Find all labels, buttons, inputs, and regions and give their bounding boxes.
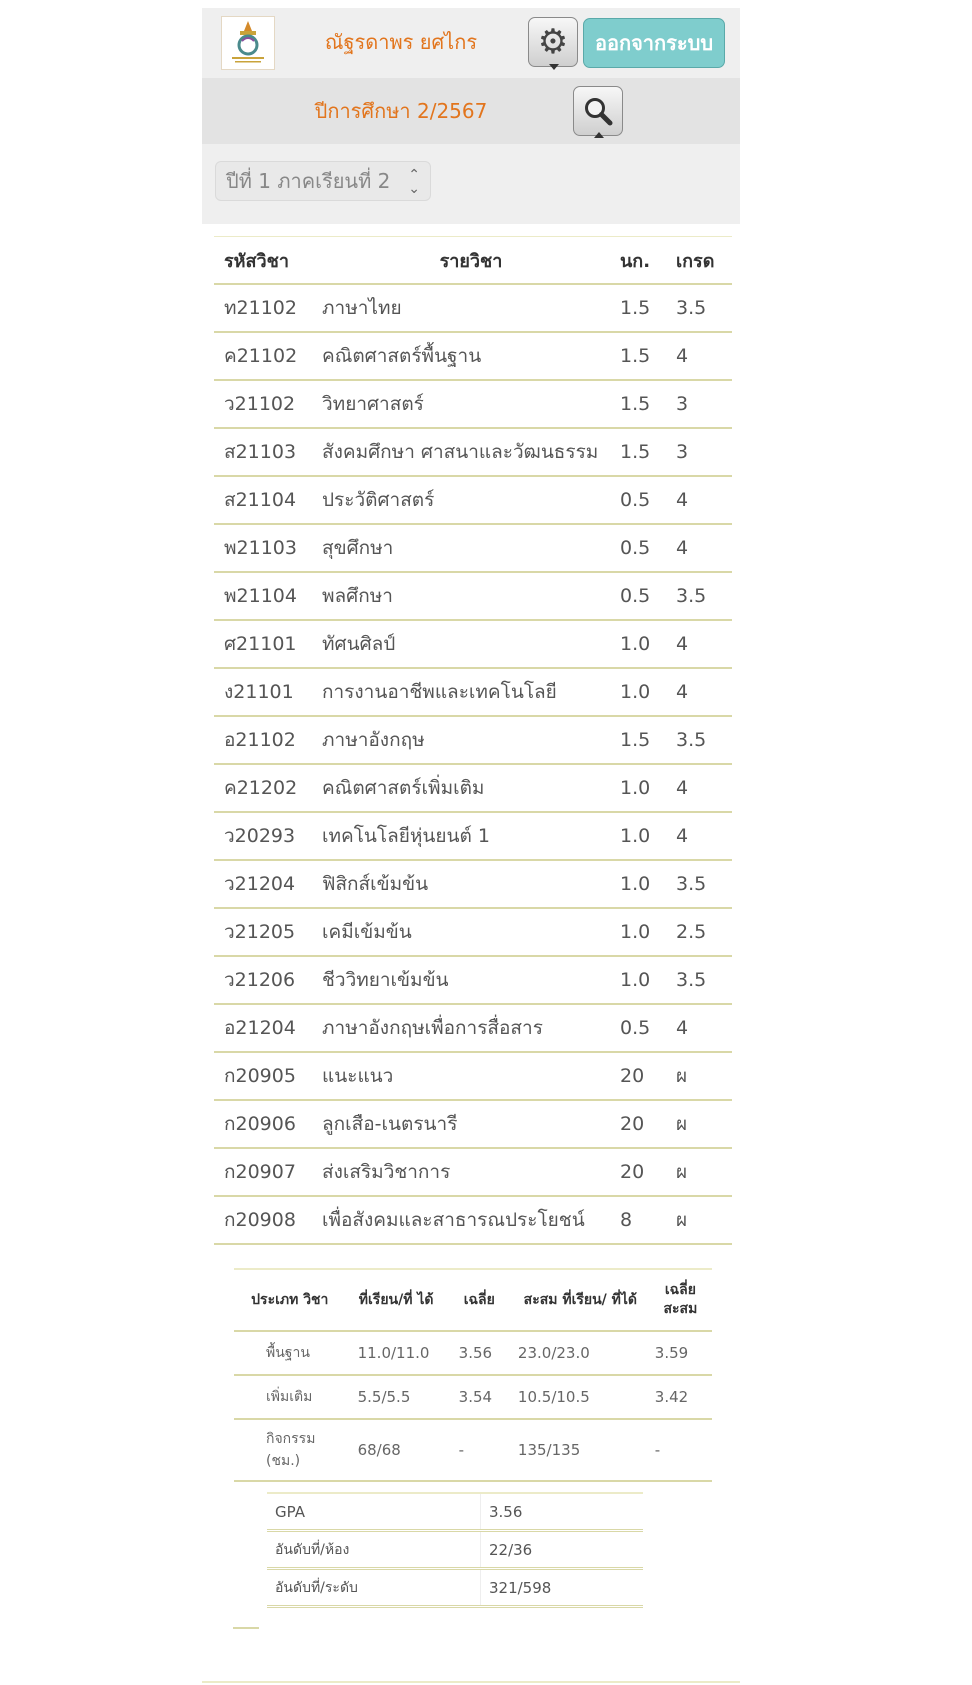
course-grades-table [214, 236, 732, 1245]
course-credits: 1.0 [620, 908, 676, 956]
course-code: ว21206 [214, 956, 322, 1004]
course-name: คณิตศาสตร์พื้นฐาน [322, 332, 620, 380]
summary-avg: 3.54 [447, 1375, 512, 1419]
course-credits: 1.0 [620, 620, 676, 668]
class-rank-row [267, 1531, 643, 1569]
level-rank-value: 321/598 [481, 1569, 644, 1607]
table-header-row [214, 237, 732, 285]
course-credits: 20 [620, 1052, 676, 1100]
user-name: ณัฐรดาพร ยศไกร [324, 30, 478, 54]
summary-header-taken: ที่เรียน/ที่ ได้ [346, 1269, 447, 1331]
summary-cum-avg: 3.59 [649, 1331, 712, 1375]
course-grade: 3.5 [676, 716, 732, 764]
course-grade: 3.5 [676, 956, 732, 1004]
header-subject: รายวิชา [322, 237, 620, 285]
course-grade: 4 [676, 476, 732, 524]
course-grade: 4 [676, 764, 732, 812]
table-row [214, 332, 732, 380]
course-credits: 20 [620, 1100, 676, 1148]
summary-header-row [234, 1269, 712, 1331]
course-grade: 4 [676, 332, 732, 380]
course-code: ก20906 [214, 1100, 322, 1148]
summary-taken: 5.5/5.5 [346, 1375, 447, 1419]
course-code: ส21103 [214, 428, 322, 476]
summary-row [234, 1331, 712, 1375]
course-code: ว21102 [214, 380, 322, 428]
course-credits: 1.5 [620, 380, 676, 428]
course-name: ภาษาไทย [322, 284, 620, 332]
course-credits: 1.5 [620, 428, 676, 476]
footer-divider [202, 1681, 740, 1683]
course-name: การงานอาชีพและเทคโนโลยี [322, 668, 620, 716]
course-credits: 0.5 [620, 1004, 676, 1052]
summary-cum-taken: 10.5/10.5 [512, 1375, 649, 1419]
course-name: เทคโนโลยีหุ่นยนต์ 1 [322, 812, 620, 860]
summary-avg: - [447, 1419, 512, 1481]
course-name: สุขศึกษา [322, 524, 620, 572]
course-credits: 1.5 [620, 332, 676, 380]
gear-icon: ⚙ [537, 22, 569, 62]
table-row [214, 428, 732, 476]
course-credits: 20 [620, 1148, 676, 1196]
table-row [214, 1100, 732, 1148]
course-code: ว20293 [214, 812, 322, 860]
course-credits: 1.5 [620, 284, 676, 332]
credit-summary-table [234, 1268, 712, 1482]
course-grade: 3.5 [676, 572, 732, 620]
course-code: อ21204 [214, 1004, 322, 1052]
course-grade: 4 [676, 620, 732, 668]
course-grade: 4 [676, 524, 732, 572]
course-code: พ21104 [214, 572, 322, 620]
course-credits: 1.0 [620, 812, 676, 860]
gpa-label: GPA [267, 1493, 481, 1531]
summary-taken: 68/68 [346, 1419, 447, 1481]
summary-cum-avg: 3.42 [649, 1375, 712, 1419]
logout-button[interactable]: ออกจากระบบ [583, 18, 725, 68]
table-row [214, 476, 732, 524]
course-name: คณิตศาสตร์เพิ่มเติม [322, 764, 620, 812]
course-name: ชีววิทยาเข้มข้น [322, 956, 620, 1004]
course-code: ค21102 [214, 332, 322, 380]
header-grade: เกรด [676, 237, 732, 285]
table-row [214, 1004, 732, 1052]
course-name: สังคมศึกษา ศาสนาและวัฒนธรรม [322, 428, 620, 476]
course-code: ศ21101 [214, 620, 322, 668]
course-code: ก20907 [214, 1148, 322, 1196]
course-code: ว21204 [214, 860, 322, 908]
table-row [214, 908, 732, 956]
summary-header-cum-avg: เฉลี่ย สะสม [649, 1269, 712, 1331]
table-row [214, 620, 732, 668]
school-logo [221, 16, 275, 70]
summary-header-avg: เฉลี่ย [447, 1269, 512, 1331]
summary-row [234, 1375, 712, 1419]
course-grade: 3.5 [676, 860, 732, 908]
level-rank-row [267, 1569, 643, 1607]
search-button[interactable] [573, 86, 623, 136]
summary-row [234, 1419, 712, 1481]
course-grade: 4 [676, 1004, 732, 1052]
course-code: ง21101 [214, 668, 322, 716]
summary-cum-taken: 23.0/23.0 [512, 1331, 649, 1375]
summary-header-cum-taken: สะสม ที่เรียน/ ที่ได้ [512, 1269, 649, 1331]
table-row [214, 668, 732, 716]
summary-avg: 3.56 [447, 1331, 512, 1375]
table-row [214, 1148, 732, 1196]
term-select[interactable] [215, 161, 431, 201]
course-grade: ผ [676, 1196, 732, 1244]
summary-header-type: ประเภท วิชา [234, 1269, 346, 1331]
course-credits: 8 [620, 1196, 676, 1244]
summary-type: กิจกรรม (ชม.) [234, 1419, 346, 1481]
course-credits: 1.0 [620, 668, 676, 716]
course-name: วิทยาศาสตร์ [322, 380, 620, 428]
course-name: ฟิสิกส์เข้มข้น [322, 860, 620, 908]
course-code: อ21102 [214, 716, 322, 764]
settings-button[interactable] [528, 17, 578, 67]
course-name: พลศึกษา [322, 572, 620, 620]
gpa-row [267, 1493, 643, 1531]
course-name: ทัศนศิลป์ [322, 620, 620, 668]
table-row [214, 524, 732, 572]
search-icon [582, 95, 614, 127]
course-credits: 0.5 [620, 572, 676, 620]
gpa-value: 3.56 [481, 1493, 644, 1531]
table-row [214, 1052, 732, 1100]
course-credits: 1.0 [620, 956, 676, 1004]
table-row [214, 764, 732, 812]
course-grade: 3 [676, 428, 732, 476]
course-name: ภาษาอังกฤษเพื่อการสื่อสาร [322, 1004, 620, 1052]
course-credits: 0.5 [620, 524, 676, 572]
course-name: ประวัติศาสตร์ [322, 476, 620, 524]
summary-type: เพิ่มเติม [234, 1375, 346, 1419]
course-credits: 1.0 [620, 764, 676, 812]
table-row [214, 860, 732, 908]
class-rank-value: 22/36 [481, 1531, 644, 1569]
table-row [214, 956, 732, 1004]
divider [233, 1627, 259, 1629]
summary-type: พื้นฐาน [234, 1331, 346, 1375]
table-row [214, 380, 732, 428]
class-rank-label: อันดับที่/ห้อง [267, 1531, 481, 1569]
course-code: ว21205 [214, 908, 322, 956]
term-select-value: ปีที่ 1 ภาคเรียนที่ 2 [226, 169, 391, 193]
course-code: ก20908 [214, 1196, 322, 1244]
course-grade: 2.5 [676, 908, 732, 956]
header-code: รหัสวิชา [214, 237, 322, 285]
course-name: ส่งเสริมวิชาการ [322, 1148, 620, 1196]
summary-cum-avg: - [649, 1419, 712, 1481]
course-credits: 1.0 [620, 860, 676, 908]
course-grade: ผ [676, 1052, 732, 1100]
table-row [214, 812, 732, 860]
table-row [214, 1196, 732, 1244]
course-name: เคมีเข้มข้น [322, 908, 620, 956]
course-grade: ผ [676, 1148, 732, 1196]
course-name: ลูกเสือ-เนตรนารี [322, 1100, 620, 1148]
course-grade: 3.5 [676, 284, 732, 332]
table-row [214, 572, 732, 620]
course-grade: ผ [676, 1100, 732, 1148]
level-rank-label: อันดับที่/ระดับ [267, 1569, 481, 1607]
course-name: เพื่อสังคมและสาธารณประโยชน์ [322, 1196, 620, 1244]
course-code: ท21102 [214, 284, 322, 332]
gpa-table [267, 1492, 643, 1608]
summary-taken: 11.0/11.0 [346, 1331, 447, 1375]
dropup-cue-icon [594, 132, 604, 138]
table-row [214, 284, 732, 332]
course-code: พ21103 [214, 524, 322, 572]
course-grade: 4 [676, 812, 732, 860]
course-grade: 3 [676, 380, 732, 428]
course-credits: 1.5 [620, 716, 676, 764]
course-code: ส21104 [214, 476, 322, 524]
dropdown-cue-icon [549, 64, 559, 70]
summary-cum-taken: 135/135 [512, 1419, 649, 1481]
header-credits: นก. [620, 237, 676, 285]
table-row [214, 716, 732, 764]
course-credits: 0.5 [620, 476, 676, 524]
course-name: ภาษาอังกฤษ [322, 716, 620, 764]
course-name: แนะแนว [322, 1052, 620, 1100]
course-grade: 4 [676, 668, 732, 716]
academic-year: ปีการศึกษา 2/2567 [314, 99, 488, 123]
updown-chevron-icon: ⌃ ⌄ [408, 167, 420, 197]
course-code: ค21202 [214, 764, 322, 812]
course-code: ก20905 [214, 1052, 322, 1100]
